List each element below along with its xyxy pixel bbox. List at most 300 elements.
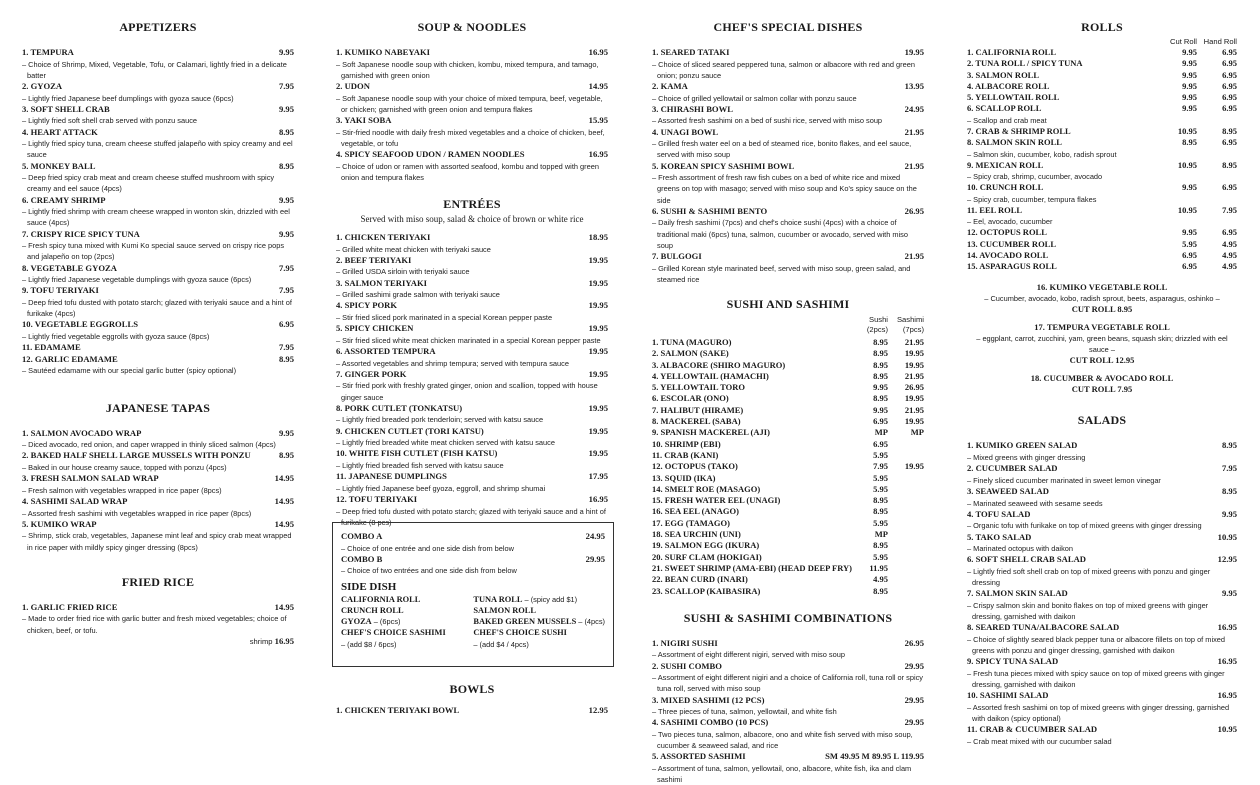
item-price: 12.95 bbox=[1217, 554, 1237, 565]
menu-item bbox=[336, 81, 608, 115]
cut-roll-price: 9.95 bbox=[1182, 92, 1197, 103]
item-name: 14. SMELT ROE (MASAGO) bbox=[652, 483, 761, 494]
special-roll bbox=[967, 282, 1237, 315]
item-row bbox=[22, 519, 294, 531]
item-price: 29.95 bbox=[904, 717, 924, 728]
item-row bbox=[652, 81, 924, 93]
menu-item bbox=[652, 81, 924, 104]
item-name: 21. SWEET SHRIMP (AMA-EBI) (HEAD DEEP FRY) bbox=[652, 562, 853, 573]
item-desc: – Two pieces tuna, salmon, albacore, ono and white fish served with miso soup, cucumber & seaweed salad, and rice bbox=[652, 730, 913, 751]
roll-row bbox=[967, 261, 1237, 272]
item-price: 26.95 bbox=[904, 637, 924, 648]
item-price: 9.95 bbox=[278, 427, 294, 438]
item-name: 11. CRAB & CUCUMBER SALAD bbox=[967, 724, 1098, 735]
sushi-price: 8.95 bbox=[873, 348, 888, 359]
item-price: 10.95 bbox=[1217, 724, 1237, 735]
sushi-price: 6.95 bbox=[873, 438, 888, 449]
cut-roll-price: 9.95 bbox=[1182, 103, 1197, 114]
sushi-row bbox=[652, 518, 924, 529]
sashimi-price: 19.95 bbox=[904, 348, 924, 359]
cut-roll-price: 9.95 bbox=[1182, 47, 1197, 57]
item-desc: – Soft Japanese noodle soup with chicken, kombu, mixed tempura, and tamago, garnished with green onion bbox=[336, 59, 599, 80]
item-name: 16. SEA EEL (ANAGO) bbox=[652, 506, 739, 517]
roll-row bbox=[967, 70, 1237, 81]
sushi-row bbox=[652, 563, 924, 574]
item-name: 5. ASSORTED SASHIMI bbox=[652, 751, 746, 762]
item-row bbox=[336, 323, 608, 335]
menu-item bbox=[336, 426, 608, 449]
item-name: 2. SUSHI COMBO bbox=[652, 660, 722, 671]
sushi-price: 5.95 bbox=[873, 517, 888, 528]
item-name: 15. FRESH WATER EEL (UNAGI) bbox=[652, 495, 781, 506]
item-name: 2. UDON bbox=[336, 81, 370, 91]
item-desc: – Assortment of eight different nigiri, served with miso soup bbox=[652, 650, 845, 660]
item-row bbox=[22, 263, 294, 275]
item-name: 8. PORK CUTLET (TONKATSU) bbox=[336, 402, 463, 413]
item-desc: – Grilled Korean style marinated beef, served with miso soup, green salad, and steamed rice bbox=[652, 263, 911, 284]
item-desc: – Marinated seaweed with sesame seeds bbox=[967, 498, 1103, 508]
menu-item bbox=[22, 428, 294, 451]
sashimi-price: 21.95 bbox=[904, 337, 924, 347]
hand-roll-price: 6.95 bbox=[1222, 103, 1237, 114]
item-name: 6. SCALLOP ROLL bbox=[967, 103, 1042, 114]
item-desc: – Choice of Shrimp, Mixed, Vegetable, Tofu, or Calamari, lightly fried in a delicate batter bbox=[22, 59, 287, 80]
side-dish-name: CHEF'S CHOICE SUSHI bbox=[473, 628, 567, 638]
item-price: 16.95 bbox=[588, 493, 608, 504]
item-desc: – Crab meat mixed with our cucumber salad bbox=[967, 737, 1112, 747]
item-name: 19. SALMON EGG (IKURA) bbox=[652, 540, 760, 551]
item-desc: – Stir fried sliced white meat chicken marinated in a special Korean pepper paste bbox=[336, 335, 601, 345]
item-row bbox=[336, 255, 608, 267]
item-price: 6.95 bbox=[278, 319, 294, 330]
item-row bbox=[652, 638, 924, 650]
combo-a-desc: – Choice of one entrée and one side dish from below bbox=[341, 543, 514, 553]
item-name: 10. SHRIMP (EBI) bbox=[652, 438, 721, 449]
item-desc: – Sautéed edamame with our special garlic butter (spicy optional) bbox=[22, 366, 237, 376]
item-name: 9. CHICKEN CUTLET (TORI KATSU) bbox=[336, 425, 484, 436]
item-name: 10. CRUNCH ROLL bbox=[967, 182, 1044, 193]
item-price: 19.95 bbox=[588, 425, 608, 436]
item-row bbox=[336, 705, 608, 717]
item-name: 9. SPICY TUNA SALAD bbox=[967, 656, 1059, 667]
menu-item bbox=[22, 161, 294, 195]
sashimi-price: 21.95 bbox=[904, 404, 924, 415]
menu-item bbox=[336, 323, 608, 346]
sushi-price: 8.95 bbox=[873, 393, 888, 404]
item-desc: – Stir fried pork with freshly grated ginger, onion and scallion, topped with house ginger sauce bbox=[336, 381, 598, 402]
cut-roll-price: 6.95 bbox=[1182, 261, 1197, 272]
bowls-list bbox=[336, 705, 608, 717]
item-price: 16.95 bbox=[1217, 622, 1237, 633]
item-price: 14.95 bbox=[274, 601, 294, 612]
combo-box bbox=[332, 522, 614, 667]
sushi-price: MP bbox=[874, 529, 888, 540]
item-price: 24.95 bbox=[904, 103, 924, 114]
menu-item bbox=[22, 263, 294, 286]
menu-item bbox=[22, 285, 294, 319]
sushi-price: 5.95 bbox=[873, 472, 888, 483]
item-desc: – Shrimp, stick crab, vegetables, Japanese mint leaf and spicy crab meat wrapped in rice paper with mildly spicy ginger dressing (8pcs) bbox=[22, 531, 292, 552]
roll-row bbox=[967, 205, 1237, 216]
menu-item bbox=[652, 638, 924, 661]
side-dish-item bbox=[473, 594, 605, 605]
menu-item bbox=[22, 319, 294, 342]
side-dish-item bbox=[473, 605, 605, 616]
appetizers-list bbox=[22, 47, 294, 377]
combos-list bbox=[652, 638, 924, 785]
item-name: 13. SQUID (IKA) bbox=[652, 472, 716, 483]
sashimi-price bbox=[888, 518, 924, 529]
item-row bbox=[22, 229, 294, 241]
item-desc: – Diced avocado, red onion, and caper wrapped in thinly sliced salmon (4pcs) bbox=[22, 440, 276, 450]
item-price: 19.95 bbox=[904, 47, 924, 57]
item-desc: – Three pieces of tuna, salmon, yellowtail, and white fish bbox=[652, 707, 837, 717]
sashimi-price: 19.95 bbox=[904, 461, 924, 472]
cut-roll-price: 9.95 bbox=[1182, 80, 1197, 91]
item-row bbox=[336, 115, 608, 127]
menu-item bbox=[967, 532, 1237, 555]
item-price: 29.95 bbox=[904, 660, 924, 671]
item-row bbox=[336, 232, 608, 244]
sushi-price: 8.95 bbox=[873, 585, 888, 596]
item-desc: – Fresh tuna pieces mixed with spicy sauce on top of mixed greens with ginger dressing, garnished with daikon bbox=[967, 669, 1225, 690]
item-price: 29.95 bbox=[904, 694, 924, 705]
item-desc: – Assortment of eight different nigiri and a choice of California roll, tuna roll or spicy tuna roll, served with miso soup bbox=[652, 673, 923, 694]
sashimi-price: 19.95 bbox=[904, 393, 924, 404]
item-row bbox=[336, 471, 608, 483]
item-name: 22. BEAN CURD (INARI) bbox=[652, 574, 748, 585]
item-name: 4. ALBACORE ROLL bbox=[967, 80, 1050, 91]
item-price: 9.95 bbox=[1221, 588, 1237, 599]
column-1 bbox=[22, 0, 294, 765]
item-name: 8. SEARED TUNA/ALBACORE SALAD bbox=[967, 622, 1120, 633]
item-name: 5. YELLOWTAIL ROLL bbox=[967, 92, 1060, 103]
sashimi-price bbox=[888, 529, 924, 540]
salads-list bbox=[967, 440, 1237, 747]
item-name: 6. CREAMY SHRIMP bbox=[22, 194, 106, 205]
sushi-price: 7.95 bbox=[873, 461, 888, 472]
item-price: 26.95 bbox=[904, 205, 924, 216]
menu-item bbox=[336, 471, 608, 494]
item-name: 1. SEARED TATAKI bbox=[652, 47, 730, 57]
item-row bbox=[967, 656, 1237, 668]
item-name: 20. SURF CLAM (HOKIGAI) bbox=[652, 551, 762, 562]
menu-item bbox=[652, 717, 924, 751]
item-name: 1. CHICKEN TERIYAKI BOWL bbox=[336, 705, 460, 715]
sashimi-price bbox=[888, 450, 924, 461]
item-price: 16.95 bbox=[1217, 690, 1237, 701]
side-dish-note: – (6pcs) bbox=[371, 617, 401, 627]
combo-a-price: 24.95 bbox=[585, 531, 605, 541]
combo-b-desc: – Choice of two entrées and one side dish from below bbox=[341, 566, 517, 576]
sushi-price: 11.95 bbox=[869, 562, 888, 573]
item-name: 8. MACKEREL (SABA) bbox=[652, 416, 741, 427]
item-desc: – Fresh salmon with vegetables wrapped in rice paper (8pcs) bbox=[22, 485, 222, 495]
menu-item bbox=[22, 354, 294, 377]
item-row bbox=[22, 104, 294, 116]
item-desc: – Assorted fresh sashimi on a bed of sushi rice, served with miso soup bbox=[652, 116, 883, 126]
item-price: 7.95 bbox=[278, 342, 294, 353]
item-row bbox=[967, 588, 1237, 600]
item-name: 3. SALMON TERIYAKI bbox=[336, 277, 427, 288]
item-desc: – Marinated octopus with daikon bbox=[967, 544, 1073, 554]
item-name: 6. ESCOLAR (ONO) bbox=[652, 393, 729, 404]
cut-roll-price: 8.95 bbox=[1182, 137, 1197, 148]
item-row bbox=[652, 206, 924, 218]
item-name: 7. CRISPY RICE SPICY TUNA bbox=[22, 228, 140, 239]
item-row bbox=[652, 661, 924, 673]
sushi-row bbox=[652, 529, 924, 540]
cut-roll-price: 9.95 bbox=[1182, 227, 1197, 238]
menu-item bbox=[967, 724, 1237, 747]
item-name: 18. SEA URCHIN (UNI) bbox=[652, 529, 741, 540]
roll-row bbox=[967, 250, 1237, 261]
combo-b-name: COMBO B bbox=[341, 553, 383, 564]
side-dish-item bbox=[341, 605, 469, 616]
side-dish-name: CHEF'S CHOICE SASHIMI bbox=[341, 628, 446, 638]
hand-roll-price: 6.95 bbox=[1222, 47, 1237, 57]
roll-row bbox=[967, 182, 1237, 193]
sashimi-price bbox=[888, 552, 924, 563]
item-desc: – Assortment of tuna, salmon, yellowtail, ono, albacore, white fish, ika and clam sashimi bbox=[652, 764, 912, 785]
entrees-title: ENTRÉES bbox=[443, 197, 501, 211]
sashimi-price bbox=[888, 574, 924, 585]
menu-item bbox=[652, 127, 924, 161]
item-row bbox=[652, 47, 924, 59]
hand-roll-price: 6.95 bbox=[1222, 58, 1237, 69]
side-dish-item bbox=[473, 627, 605, 638]
item-desc: – Lightly fried vegetable eggrolls with gyoza sauce (8pcs) bbox=[22, 331, 210, 341]
sushi-price: 5.95 bbox=[873, 449, 888, 460]
sashimi-price: 19.95 bbox=[904, 416, 924, 427]
item-name: 4. SPICY SEAFOOD UDON / RAMEN NOODLES bbox=[336, 149, 525, 159]
sashimi-price bbox=[888, 540, 924, 551]
side-right bbox=[473, 594, 605, 650]
item-row bbox=[967, 486, 1237, 498]
item-desc: – Soft Japanese noodle soup with your choice of mixed tempura, beef, vegetable, or chicken; garnished with green onion and tempura flakes bbox=[336, 93, 603, 114]
item-row bbox=[967, 724, 1237, 736]
side-dish-title: SIDE DISH bbox=[341, 580, 397, 593]
item-price: 7.95 bbox=[278, 285, 294, 296]
item-price: 9.95 bbox=[278, 194, 294, 205]
roll-row bbox=[967, 160, 1237, 171]
cut-roll-price: 9.95 bbox=[1182, 58, 1197, 69]
combos-title: SUSHI & SASHIMI COMBINATIONS bbox=[683, 610, 893, 625]
sushi-row bbox=[652, 371, 924, 382]
item-name: 9. TOFU TERIYAKI bbox=[22, 285, 99, 296]
hand-roll-price: 6.95 bbox=[1222, 137, 1237, 148]
sashimi-price: 21.95 bbox=[904, 370, 924, 381]
sushi-row bbox=[652, 473, 924, 484]
combo-a-name: COMBO A bbox=[341, 531, 383, 541]
item-price: 8.95 bbox=[1221, 440, 1237, 451]
item-name: 3. CHIRASHI BOWL bbox=[652, 103, 733, 114]
sushi-row bbox=[652, 405, 924, 416]
sushi-header-pcs: (2pcs) (7pcs) bbox=[866, 325, 924, 334]
menu-item bbox=[336, 278, 608, 301]
sushi-row bbox=[652, 495, 924, 506]
menu-item bbox=[652, 206, 924, 251]
item-row bbox=[967, 622, 1237, 634]
menu-item bbox=[652, 161, 924, 206]
side-dish-note: – (spicy add $1) bbox=[522, 594, 578, 604]
column-4 bbox=[967, 0, 1237, 765]
sushi-price: 9.95 bbox=[873, 382, 888, 393]
item-desc: – Grilled USDA sirloin with teriyaki sauce bbox=[336, 267, 470, 277]
item-desc: – Finely sliced cucumber marinated in sweet lemon vinegar bbox=[967, 475, 1161, 485]
item-name: 6. SUSHI & SASHIMI BENTO bbox=[652, 205, 768, 216]
side-dish-item bbox=[341, 594, 469, 605]
item-name: 6. ASSORTED TEMPURA bbox=[336, 345, 436, 356]
item-price: 14.95 bbox=[588, 81, 608, 91]
column-3 bbox=[652, 0, 924, 785]
item-row bbox=[22, 342, 294, 354]
item-row bbox=[22, 450, 294, 462]
item-desc: – Lightly fried breaded white meat chicken served with katsu sauce bbox=[336, 438, 555, 448]
menu-item bbox=[336, 232, 608, 255]
side-dish-name: TUNA ROLL bbox=[473, 594, 523, 604]
cut-roll-price: 9.95 bbox=[1182, 69, 1197, 80]
sushi-title: SUSHI AND SASHIMI bbox=[726, 297, 850, 311]
hand-roll-price: 8.95 bbox=[1222, 125, 1237, 136]
sushi-row bbox=[652, 382, 924, 393]
menu-item bbox=[336, 705, 608, 717]
sushi-row bbox=[652, 416, 924, 427]
menu-item bbox=[967, 588, 1237, 622]
item-price: 14.95 bbox=[274, 495, 294, 506]
item-price: CUT ROLL 7.95 bbox=[1071, 384, 1133, 395]
item-price: CUT ROLL 12.95 bbox=[1069, 355, 1135, 366]
salads-title: SALADS bbox=[1077, 413, 1127, 428]
sushi-row bbox=[652, 586, 924, 597]
item-desc: – Daily fresh sashimi (7pcs) and chef's choice sushi (4pcs) with a choice of traditional maki (6pcs) tuna, salmon, cucumber or avocado, served with miso soup bbox=[652, 218, 908, 250]
sashimi-price bbox=[888, 506, 924, 517]
menu-item bbox=[336, 403, 608, 426]
item-price: 19.95 bbox=[588, 448, 608, 459]
item-price: 12.95 bbox=[588, 705, 608, 715]
item-desc: – Baked in our house creamy sauce, topped with ponzu (4pcs) bbox=[22, 462, 227, 472]
item-name: 2. SALMON (SAKE) bbox=[652, 348, 729, 359]
item-row bbox=[336, 300, 608, 312]
item-desc: – Spicy crab, cucumber, tempura flakes bbox=[967, 194, 1097, 204]
side-dish-name: GYOZA bbox=[341, 617, 372, 627]
side-dish-item bbox=[473, 616, 605, 627]
item-desc: – Stir fried sliced pork marinated in a special Korean pepper paste bbox=[336, 312, 553, 322]
menu-item bbox=[967, 486, 1237, 509]
item-price: 9.95 bbox=[1221, 508, 1237, 519]
item-row bbox=[22, 81, 294, 93]
menu-item bbox=[336, 346, 608, 369]
item-price: 17.95 bbox=[588, 471, 608, 482]
menu-item bbox=[22, 195, 294, 229]
soup-title: SOUP & NOODLES bbox=[417, 20, 527, 34]
item-name: 3. MIXED SASHIMI (12 PCS) bbox=[652, 694, 765, 705]
item-desc: – Grilled white meat chicken with teriyaki sauce bbox=[336, 244, 491, 254]
item-price: 7.95 bbox=[278, 81, 294, 91]
menu-item bbox=[22, 450, 294, 473]
sushi-row bbox=[652, 540, 924, 551]
item-row bbox=[22, 195, 294, 207]
item-price: 8.95 bbox=[1221, 486, 1237, 497]
item-row bbox=[652, 751, 924, 763]
rolls-header: Cut Roll Hand Roll bbox=[1169, 37, 1237, 46]
item-price: 14.95 bbox=[274, 473, 294, 484]
side-dish-name: CRUNCH ROLL bbox=[341, 605, 404, 615]
menu-item bbox=[336, 47, 608, 81]
item-name: 3. SEAWEED SALAD bbox=[967, 486, 1049, 497]
menu-item bbox=[967, 509, 1237, 532]
sushi-price: 8.95 bbox=[873, 370, 888, 381]
item-row bbox=[652, 717, 924, 729]
item-name: 7. BULGOGI bbox=[652, 251, 702, 261]
sushi-row bbox=[652, 506, 924, 517]
item-desc: – Choice of grilled yellowtail or salmon collar with ponzu sauce bbox=[652, 93, 857, 103]
item-desc: – Lightly fried breaded fish served with katsu sauce bbox=[336, 460, 504, 470]
menu-item bbox=[336, 448, 608, 471]
item-name: 13. CUCUMBER ROLL bbox=[967, 238, 1057, 249]
roll-row bbox=[967, 103, 1237, 114]
hand-roll-price: 8.95 bbox=[1222, 159, 1237, 170]
roll-row bbox=[967, 81, 1237, 92]
item-name: 23. SCALLOP (KAIBASIRA) bbox=[652, 585, 761, 596]
sashimi-price: MP bbox=[910, 427, 924, 438]
item-row bbox=[652, 127, 924, 139]
item-desc: – Made to order fried rice with garlic butter and fresh mixed vegetables; choice of chicken, beef, or tofu. bbox=[22, 614, 287, 635]
roll-row bbox=[967, 47, 1237, 58]
item-name: 7. GINGER PORK bbox=[336, 368, 407, 379]
item-name: 11. EEL ROLL bbox=[967, 204, 1023, 215]
item-price: 21.95 bbox=[904, 126, 924, 137]
item-name: 7. CRAB & SHRIMP ROLL bbox=[967, 125, 1071, 136]
sushi-row bbox=[652, 427, 924, 438]
item-name: 11. EDAMAME bbox=[22, 342, 81, 353]
friedrice-title: FRIED RICE bbox=[121, 574, 195, 589]
item-row bbox=[336, 448, 608, 460]
item-price: 13.95 bbox=[904, 81, 924, 91]
item-price: 7.95 bbox=[278, 262, 294, 273]
tapas-list bbox=[22, 428, 294, 553]
item-desc: – Grilled sashimi grade salmon with teriyaki sauce bbox=[336, 290, 500, 300]
item-price: 9.95 bbox=[278, 228, 294, 239]
item-price: 16.95 bbox=[1217, 656, 1237, 667]
menu-item bbox=[22, 81, 294, 104]
item-name: 4. SASHIMI SALAD WRAP bbox=[22, 495, 128, 506]
side-dish-name: SALMON ROLL bbox=[473, 605, 536, 615]
item-row bbox=[967, 690, 1237, 702]
sashimi-price bbox=[888, 563, 924, 574]
menu-item bbox=[336, 300, 608, 323]
item-price: 19.95 bbox=[588, 300, 608, 311]
item-name: 3. ALBACORE (SHIRO MAGURO) bbox=[652, 359, 786, 370]
item-name: 12. OCTOPUS (TAKO) bbox=[652, 461, 738, 472]
appetizers-title: APPETIZERS bbox=[119, 20, 197, 34]
item-desc: – Fresh spicy tuna mixed with Kumi Ko special sauce served on crispy rice pops and jalapeño on top (2pcs) bbox=[22, 241, 285, 262]
item-name: 4. SASHIMI COMBO (10 PCS) bbox=[652, 717, 769, 728]
item-price: 19.95 bbox=[588, 345, 608, 356]
rolls-specials bbox=[967, 282, 1237, 395]
menu-item bbox=[652, 104, 924, 127]
item-name: 5. SPICY CHICKEN bbox=[336, 323, 414, 334]
item-name: 1. SALMON AVOCADO WRAP bbox=[22, 427, 142, 438]
entrees-list bbox=[336, 232, 608, 528]
rolls-list bbox=[967, 47, 1237, 272]
item-name: 1. TEMPURA bbox=[22, 47, 74, 57]
item-row bbox=[336, 369, 608, 381]
item-desc: – Lightly fried soft shell crab served with ponzu sauce bbox=[22, 116, 198, 126]
item-name: 3. YAKI SOBA bbox=[336, 115, 392, 125]
menu-item bbox=[22, 47, 294, 81]
sushi-price: 8.95 bbox=[873, 495, 888, 506]
